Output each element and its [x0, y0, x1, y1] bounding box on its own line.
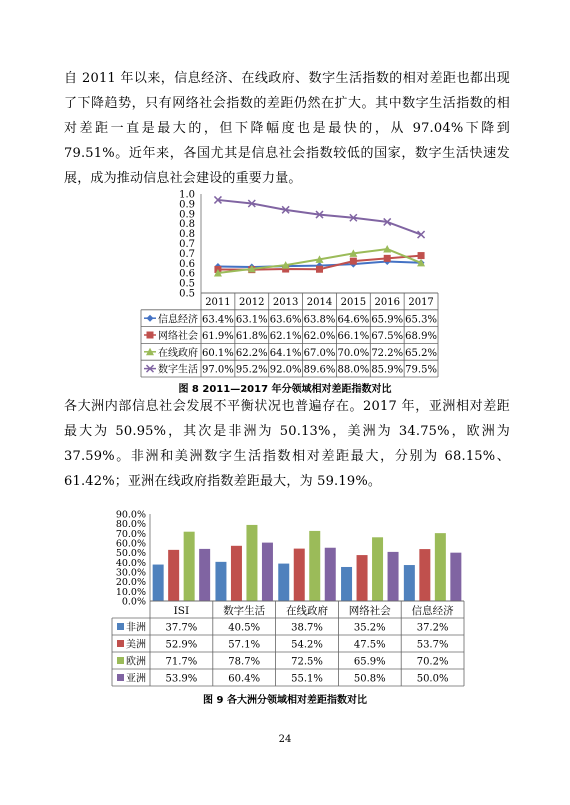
legend-key-美洲: [117, 640, 124, 647]
point-在线政府-2011: [214, 269, 222, 277]
point-数字生活-2013: [282, 206, 289, 213]
data-label: 50.0%: [416, 673, 449, 685]
data-label: 65.3%: [405, 314, 437, 326]
legend-label-在线政府: 在线政府: [158, 347, 198, 359]
data-label: 65.2%: [405, 347, 437, 359]
point-在线政府-2016: [383, 245, 391, 253]
data-label: 70.2%: [416, 656, 449, 668]
line-y-tick: 0.5: [179, 278, 195, 290]
data-label: 67.0%: [303, 347, 336, 359]
line-y-tick: 0.8: [179, 229, 195, 241]
series-line-数字生活: [218, 200, 421, 235]
bar-亚洲-网络社会: [388, 552, 399, 601]
data-label: 61.9%: [202, 331, 234, 343]
data-label: 60.4%: [228, 673, 261, 685]
point-信息经济-2014: [316, 262, 323, 269]
data-label: 64.6%: [337, 314, 370, 326]
point-数字生活-2015: [350, 214, 357, 221]
point-数字生活-2012: [248, 200, 255, 207]
legend-label-非洲: 非洲: [126, 622, 146, 634]
point-数字生活-2016: [384, 218, 391, 225]
data-label: 53.7%: [416, 639, 449, 651]
point-在线政府-2012: [248, 265, 256, 273]
point-信息经济-2015: [350, 261, 357, 268]
legend-label-信息经济: 信息经济: [158, 314, 198, 326]
bar-欧洲-在线政府: [309, 531, 320, 601]
point-网络社会-2012: [248, 266, 255, 273]
legend-label-亚洲: 亚洲: [126, 673, 146, 685]
data-label: 65.9%: [353, 656, 386, 668]
bar-欧洲-数字生活: [246, 525, 257, 601]
legend-label-美洲: 美洲: [126, 639, 146, 651]
line-y-tick: 0.7: [179, 248, 195, 260]
bar-美洲-信息经济: [419, 549, 430, 601]
bar-y-tick: 10.0%: [115, 586, 146, 598]
bar-亚洲-ISI: [199, 549, 210, 601]
bar-欧洲-网络社会: [372, 537, 383, 601]
data-label: 63.1%: [235, 314, 268, 326]
bar-y-tick: 0.0%: [121, 596, 146, 608]
bar-y-tick: 40.0%: [115, 557, 146, 569]
point-信息经济-2013: [282, 263, 289, 270]
bar-亚洲-信息经济: [450, 553, 461, 601]
data-label: 62.2%: [235, 347, 268, 359]
legend-label-欧洲: 欧洲: [126, 656, 146, 668]
legend-label-网络社会: 网络社会: [158, 331, 198, 343]
line-y-tick: 0.6: [179, 268, 195, 280]
data-label: 63.6%: [269, 314, 302, 326]
data-label: 65.9%: [371, 314, 404, 326]
point-在线政府-2014: [316, 255, 324, 263]
data-label: 62.1%: [269, 331, 302, 343]
line-y-tick: 0.8: [179, 219, 195, 231]
point-信息经济-2016: [384, 258, 391, 265]
legend-marker-在线政府: [146, 348, 154, 356]
paragraph-trend: 自 2011 年以来，信息经济、在线政府、数字生活指数的相对差距也都出现了下降趋势，只有网络社会指数的差距仍然在扩大。其中数字生活指数的相对差距一直是最大的，但下降幅度也是最快的，从 97.04%下降到 79.51%。近年来，各国尤其是信息社会指数较低的国家，数字生活快速发展，成为推动信息社会建设的重要力量。: [64, 71, 510, 186]
x-tick-label: 数字生活: [223, 605, 266, 617]
point-网络社会-2014: [316, 266, 323, 273]
data-label: 72.2%: [371, 347, 404, 359]
bar-美洲-ISI: [168, 550, 179, 601]
line-y-tick: 0.6: [179, 258, 195, 270]
data-label: 62.0%: [303, 331, 336, 343]
legend-marker-数字生活: [147, 365, 154, 372]
legend-key-欧洲: [117, 657, 124, 664]
data-label: 37.2%: [416, 622, 449, 634]
line-y-tick: 0.5: [179, 288, 195, 300]
data-label: 89.6%: [303, 364, 336, 376]
data-label: 95.2%: [235, 364, 268, 376]
bar-非洲-在线政府: [278, 564, 289, 601]
point-网络社会-2015: [350, 258, 357, 265]
data-label: 71.7%: [165, 656, 198, 668]
point-网络社会-2017: [418, 252, 425, 259]
x-tick-label: 2017: [408, 297, 434, 308]
x-tick-label: 2014: [306, 297, 333, 308]
legend-marker-网络社会: [147, 332, 154, 339]
x-tick-label: 2016: [374, 297, 400, 308]
line-y-tick: 0.7: [179, 239, 195, 250]
bar-非洲-信息经济: [404, 565, 415, 601]
point-网络社会-2016: [384, 255, 391, 262]
x-tick-label: 2012: [239, 297, 265, 308]
data-label: 64.1%: [269, 347, 302, 359]
data-label: 88.0%: [337, 364, 370, 376]
data-label: 53.9%: [165, 673, 198, 685]
x-tick-label: 2013: [272, 297, 299, 308]
point-数字生活-2011: [214, 196, 221, 203]
data-label: 63.8%: [303, 314, 336, 326]
data-label: 97.0%: [202, 364, 234, 376]
data-label: 57.1%: [228, 639, 261, 651]
paragraph-continents: 各大洲内部信息社会发展不平衡状况也普遍存在。2017 年，亚洲相对差距最大为 50.95%，其次是非洲为 50.13%，美洲为 34.75%，欧洲为 37.59%。非洲和美洲数字生活指数相对差距最大，分别为 68.15%、61.42%；亚洲在线政府指数差距最大，为 59.19%。: [64, 399, 510, 489]
point-数字生活-2014: [316, 211, 323, 218]
bar-非洲-ISI: [153, 565, 164, 601]
data-label: 54.2%: [291, 639, 323, 651]
line-y-tick: 1.0: [179, 189, 195, 201]
data-label: 60.1%: [202, 347, 234, 359]
point-网络社会-2011: [214, 266, 221, 273]
data-label: 55.1%: [291, 673, 323, 685]
point-网络社会-2013: [282, 266, 289, 273]
data-label: 37.7%: [165, 622, 198, 634]
data-label: 68.9%: [405, 331, 437, 343]
x-tick-label: 在线政府: [286, 605, 328, 617]
series-line-信息经济: [218, 262, 421, 268]
point-在线政府-2013: [282, 261, 290, 269]
bar-y-tick: 80.0%: [115, 519, 146, 531]
data-label: 72.5%: [291, 656, 323, 668]
data-label: 50.8%: [353, 673, 386, 685]
data-label: 63.4%: [202, 314, 234, 326]
bar-y-tick: 60.0%: [115, 538, 146, 550]
line-y-tick: 0.9: [179, 199, 195, 211]
legend-label-数字生活: 数字生活: [158, 364, 198, 376]
x-tick-label: 网络社会: [348, 605, 391, 617]
x-tick-label: ISI: [173, 605, 190, 617]
bar-亚洲-在线政府: [325, 548, 336, 601]
legend-marker-信息经济: [147, 315, 154, 322]
bar-y-tick: 50.0%: [115, 548, 146, 560]
data-label: 78.7%: [228, 656, 261, 668]
bar-美洲-在线政府: [294, 549, 305, 601]
bar-欧洲-信息经济: [435, 533, 446, 601]
data-label: 85.9%: [371, 364, 404, 376]
bar-y-tick: 20.0%: [115, 577, 146, 589]
bar-美洲-数字生活: [231, 546, 242, 601]
bar-非洲-数字生活: [215, 562, 226, 601]
series-line-网络社会: [218, 256, 421, 270]
point-在线政府-2015: [349, 249, 357, 257]
data-label: 79.5%: [405, 364, 437, 376]
series-line-在线政府: [218, 249, 421, 273]
data-label: 52.9%: [165, 639, 198, 651]
data-label: 67.5%: [371, 331, 404, 343]
bar-非洲-网络社会: [341, 567, 352, 601]
data-label: 70.0%: [337, 347, 370, 359]
page-number: 24: [278, 734, 292, 745]
bar-美洲-网络社会: [357, 555, 368, 601]
point-数字生活-2017: [418, 231, 425, 238]
x-tick-label: 2015: [340, 297, 367, 308]
line-y-tick: 0.9: [179, 209, 195, 221]
data-label: 47.5%: [353, 639, 386, 651]
figure-8-caption: 图 8 2011—2017 年分领域相对差距指数对比: [178, 384, 392, 395]
x-tick-label: 信息经济: [411, 605, 454, 617]
point-在线政府-2017: [417, 259, 425, 267]
bar-欧洲-ISI: [184, 532, 195, 601]
data-label: 40.5%: [228, 622, 261, 634]
x-tick-label: 2011: [205, 297, 231, 308]
bar-y-tick: 30.0%: [115, 567, 146, 579]
point-信息经济-2011: [214, 263, 221, 270]
bar-y-tick: 70.0%: [115, 528, 146, 540]
data-label: 35.2%: [353, 622, 386, 634]
data-label: 66.1%: [337, 331, 370, 343]
bar-亚洲-数字生活: [262, 543, 273, 601]
data-label: 61.8%: [235, 331, 268, 343]
point-信息经济-2012: [248, 264, 255, 271]
point-信息经济-2017: [418, 259, 425, 266]
data-label: 92.0%: [269, 364, 302, 376]
legend-key-亚洲: [117, 674, 124, 681]
figure-9-caption: 图 9 各大洲分领域相对差距指数对比: [203, 695, 367, 706]
bar-y-tick: 90.0%: [115, 509, 146, 521]
data-label: 38.7%: [291, 622, 323, 634]
legend-key-非洲: [117, 623, 124, 630]
